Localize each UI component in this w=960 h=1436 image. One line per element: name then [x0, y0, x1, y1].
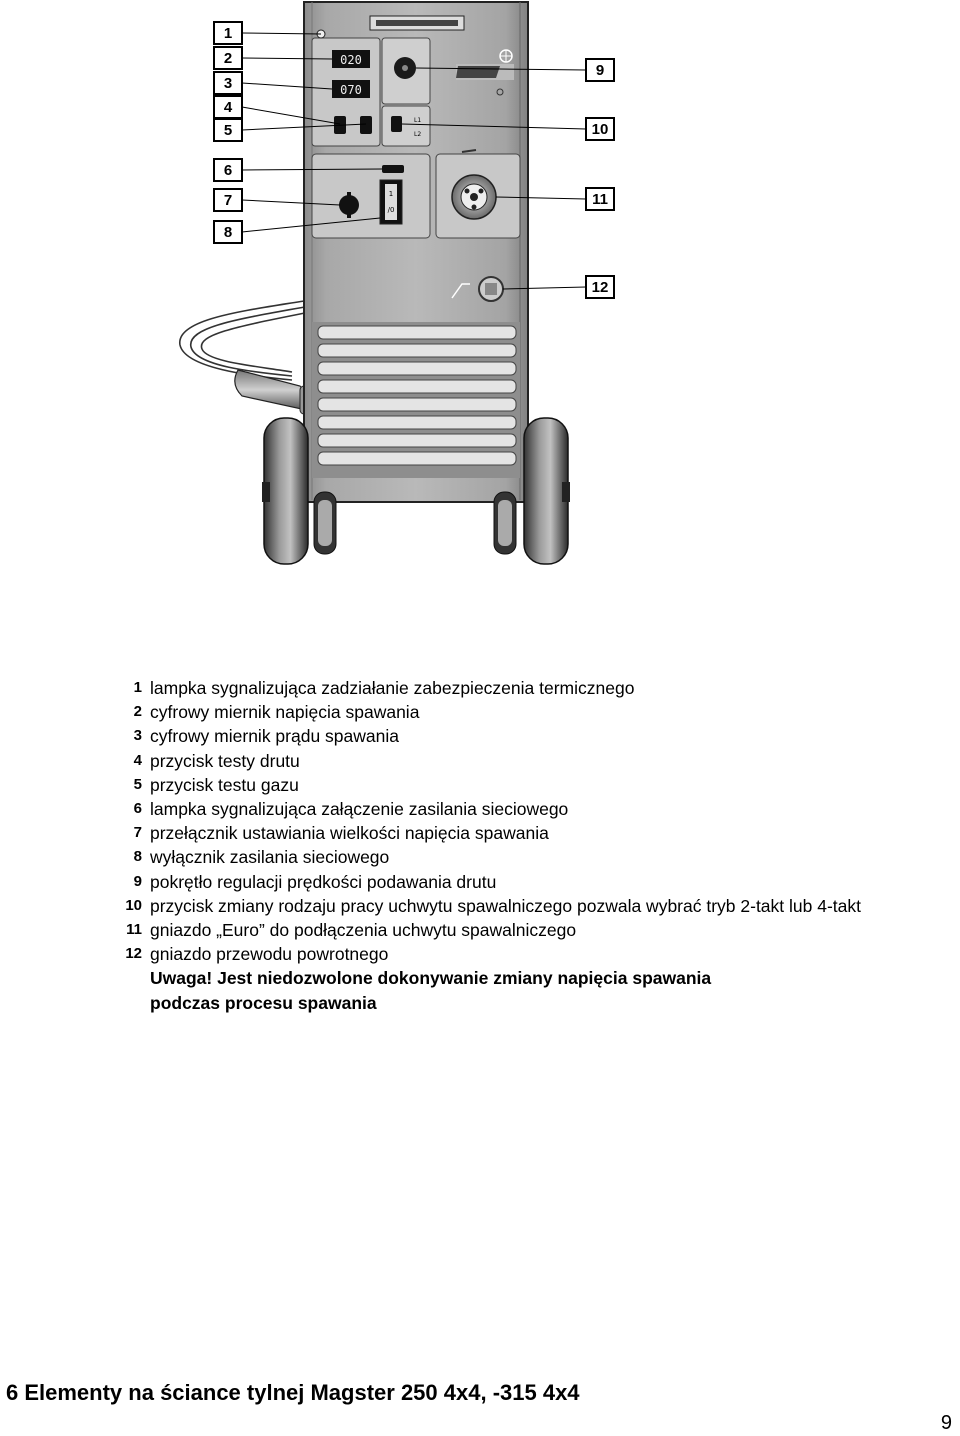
warning-line-1: Uwaga! Jest niedozwolone dokonywanie zmiany napięcia spawania: [150, 968, 712, 989]
callout-number: 5: [223, 122, 233, 139]
legend-item: [118, 676, 938, 700]
callout-number: 1: [223, 25, 233, 42]
switch-label-off: /0: [387, 206, 395, 214]
legend-item: [118, 845, 938, 869]
legend-item: [118, 724, 938, 748]
callout-number: 11: [592, 191, 608, 208]
page-number: 9: [940, 1412, 952, 1434]
legend-text: pokrętło regulacji prędkości podawania drutu: [150, 871, 497, 892]
legend-number: 3: [133, 727, 142, 745]
callout-number: 12: [591, 279, 609, 296]
legend-number: 5: [133, 775, 142, 793]
legend-number: 6: [133, 800, 142, 818]
legend-item: [118, 870, 938, 894]
legend-item: [118, 773, 938, 797]
torch-cable: [180, 300, 310, 380]
callout-number: 6: [223, 162, 233, 179]
gas-test-button[interactable]: [360, 116, 372, 134]
legend-text: gniazdo przewodu powrotnego: [150, 944, 389, 965]
legend-text: lampka sygnalizująca załączenie zasilania sieciowego: [150, 799, 569, 820]
callout-number: 9: [595, 62, 605, 79]
legend-text: cyfrowy miernik prądu spawania: [150, 726, 399, 747]
machine-front-diagram: [0, 0, 960, 600]
legend-text: przycisk zmiany rodzaju pracy uchwytu spawalniczego pozwala wybrać tryb 2-takt lub 4-takt: [150, 895, 861, 916]
legend-text: gniazdo „Euro” do podłączenia uchwytu spawalniczego: [150, 920, 577, 941]
legend-item: [118, 749, 938, 773]
legend-item: [118, 894, 938, 918]
right-wheel: [524, 418, 570, 564]
callout-number: 7: [223, 192, 233, 209]
mains-lamp: [382, 165, 404, 173]
legend-number: 10: [125, 896, 142, 914]
legend-item: [118, 821, 938, 845]
ventilation-louvers: [312, 322, 520, 478]
current-display-value: 070: [340, 83, 362, 97]
legend-text: wyłącznik zasilania sieciowego: [150, 847, 390, 868]
legend-text: przełącznik ustawiania wielkości napięcia spawania: [150, 823, 549, 844]
left-wheel: [262, 418, 308, 564]
legend-number: 8: [133, 848, 142, 866]
legend-text: cyfrowy miernik napięcia spawania: [150, 702, 420, 723]
switch-label-on: 1: [388, 190, 394, 198]
legend-text: lampka sygnalizująca zadziałanie zabezpieczenia termicznego: [150, 678, 635, 698]
callout-number: 3: [223, 75, 233, 92]
legend-item: [118, 918, 938, 942]
callout-number: 4: [223, 99, 233, 116]
legend-text: przycisk testu gazu: [150, 774, 299, 795]
mode-label-1: L1: [414, 117, 422, 124]
callout-number: 10: [591, 121, 609, 138]
callout-number: 2: [223, 50, 233, 67]
component-legend: [118, 676, 938, 1015]
callout-number: 8: [223, 224, 233, 241]
legend-item: [118, 942, 938, 966]
legend-item: [118, 797, 938, 821]
legend-number: 2: [133, 703, 142, 721]
voltage-display-value: 020: [340, 53, 362, 67]
legend-number: 9: [133, 872, 142, 890]
legend-number: 4: [133, 751, 142, 769]
legend-number: 11: [126, 921, 142, 939]
legend-text: przycisk testy drutu: [150, 750, 300, 771]
legend-number: 1: [133, 679, 142, 696]
legend-item: [118, 700, 938, 724]
legend-number: 12: [125, 945, 142, 963]
legend-number: 7: [133, 824, 142, 842]
section-heading: 6 Elementy na ściance tylnej Magster 250 4x4, -315 4x4: [6, 1380, 580, 1405]
mode-label-2: L2: [414, 131, 422, 138]
warning-line-2: podczas procesu spawania: [150, 992, 377, 1013]
mode-button[interactable]: [391, 116, 402, 132]
